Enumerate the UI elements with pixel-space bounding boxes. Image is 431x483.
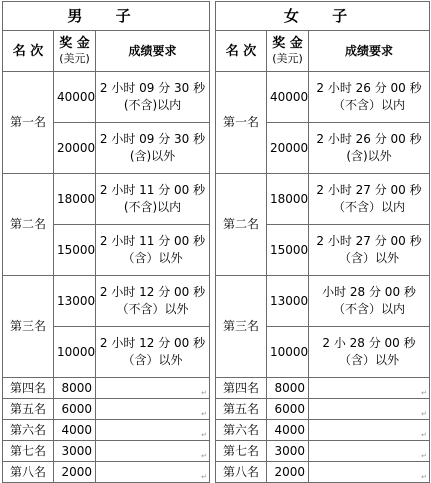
men-rank-7: 第七名 (3, 441, 54, 462)
men-prize-3a: 13000 (54, 276, 96, 327)
women-prize-3a: 13000 (267, 276, 309, 327)
women-prize-1a: 40000 (267, 72, 309, 123)
men-prize-7: 3000 (54, 441, 96, 462)
men-requirement-6: ↵ (96, 420, 210, 441)
women-requirement-6: ↵ (309, 420, 430, 441)
men-requirement-7: ↵ (96, 441, 210, 462)
men-rank-2: 第二名 (3, 174, 54, 276)
men-section-title: 男 子 (3, 2, 210, 31)
men-requirement-2b: 2 小时 11 分 00 秒 （含）以外 (96, 225, 210, 276)
women-requirement-header: 成绩要求 (309, 31, 430, 72)
women-requirement-3a: 小时 28 分 00 秒 （不含）以内 (309, 276, 430, 327)
women-prize-7: 3000 (267, 441, 309, 462)
women-rank-3: 第三名 (216, 276, 267, 378)
women-prize-4: 8000 (267, 378, 309, 399)
men-prize-1a: 40000 (54, 72, 96, 123)
women-rank-7: 第七名 (216, 441, 267, 462)
women-requirement-7: ↵ (309, 441, 430, 462)
men-prize-4: 8000 (54, 378, 96, 399)
women-rank-6: 第六名 (216, 420, 267, 441)
prize-money-table (2, 1, 430, 483)
women-prize-6: 4000 (267, 420, 309, 441)
women-prize-5: 6000 (267, 399, 309, 420)
men-requirement-1b: 2 小时 09 分 30 秒 (含)以外 (96, 123, 210, 174)
men-prize-2a: 18000 (54, 174, 96, 225)
men-requirement-2a: 2 小时 11 分 00 秒 (不含)以内 (96, 174, 210, 225)
men-requirement-8: ↵ (96, 462, 210, 483)
men-rank-1: 第一名 (3, 72, 54, 174)
women-requirement-2a: 2 小时 27 分 00 秒 （不含）以内 (309, 174, 430, 225)
women-rank-1: 第一名 (216, 72, 267, 174)
women-rank-4: 第四名 (216, 378, 267, 399)
women-requirement-8: ↵ (309, 462, 430, 483)
men-prize-3b: 10000 (54, 327, 96, 378)
women-prize-8: 2000 (267, 462, 309, 483)
men-requirement-4: ↵ (96, 378, 210, 399)
women-prize-3b: 10000 (267, 327, 309, 378)
men-rank-header: 名 次 (3, 31, 54, 72)
women-prize-2a: 18000 (267, 174, 309, 225)
men-requirement-1a: 2 小时 09 分 30 秒 (不含)以内 (96, 72, 210, 123)
women-requirement-1a: 2 小时 26 分 00 秒 （不含）以内 (309, 72, 430, 123)
men-rank-3: 第三名 (3, 276, 54, 378)
men-rank-5: 第五名 (3, 399, 54, 420)
men-rank-4: 第四名 (3, 378, 54, 399)
men-prize-8: 2000 (54, 462, 96, 483)
men-prize-6: 4000 (54, 420, 96, 441)
women-rank-2: 第二名 (216, 174, 267, 276)
men-prize-header: 奖 金 (美元) (54, 31, 96, 72)
women-rank-header: 名 次 (216, 31, 267, 72)
men-prize-2b: 15000 (54, 225, 96, 276)
women-prize-1b: 20000 (267, 123, 309, 174)
women-requirement-2b: 2 小时 27 分 00 秒 （含）以外 (309, 225, 430, 276)
women-prize-header: 奖 金 (美元) (267, 31, 309, 72)
men-prize-5: 6000 (54, 399, 96, 420)
women-requirement-3b: 2 小 28 分 00 秒 （含）以外 (309, 327, 430, 378)
men-requirement-header: 成绩要求 (96, 31, 210, 72)
men-requirement-3a: 2 小时 12 分 00 秒 （不含）以外 (96, 276, 210, 327)
women-rank-5: 第五名 (216, 399, 267, 420)
men-rank-8: 第八名 (3, 462, 54, 483)
women-requirement-1b: 2 小时 26 分 00 秒 (含)以外 (309, 123, 430, 174)
women-requirement-5: ↵ (309, 399, 430, 420)
women-prize-2b: 15000 (267, 225, 309, 276)
men-rank-6: 第六名 (3, 420, 54, 441)
women-section-title: 女 子 (216, 2, 430, 31)
women-rank-8: 第八名 (216, 462, 267, 483)
men-requirement-5: ↵ (96, 399, 210, 420)
men-requirement-3b: 2 小时 12 分 00 秒 （含）以外 (96, 327, 210, 378)
women-requirement-4: ↵ (309, 378, 430, 399)
men-prize-1b: 20000 (54, 123, 96, 174)
